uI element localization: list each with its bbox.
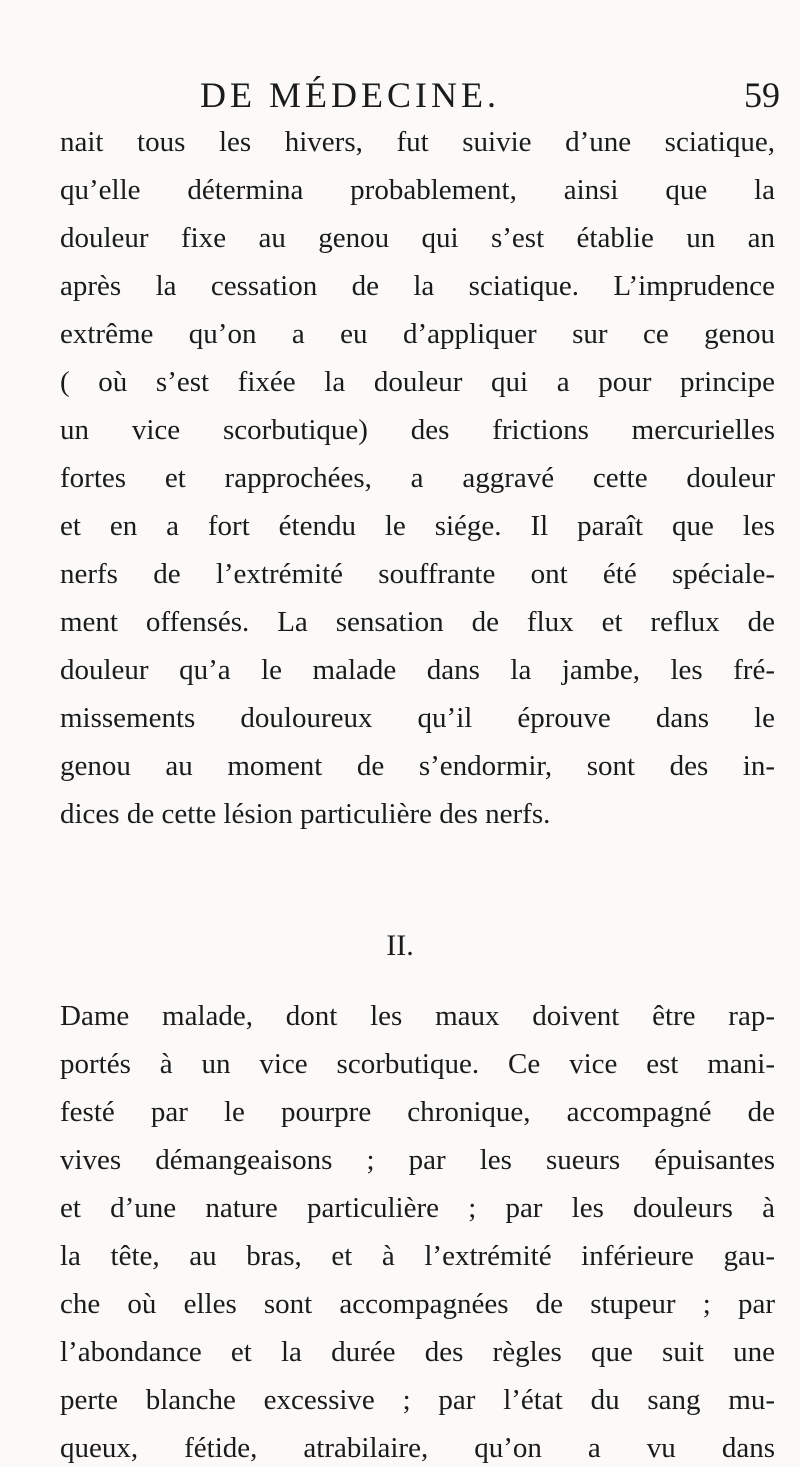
text-line: genou au moment de s’endormir, sont des in- [60,750,775,782]
text-line: ment offensés. La sensation de flux et reflux de [60,606,775,638]
text-line: nait tous les hivers, fut suivie d’une sciatique, [60,126,775,158]
text-line: dices de cette lésion particulière des nerfs. [60,798,551,830]
text-line: après la cessation de la sciatique. L’imprudence [60,270,775,302]
text-line: qu’elle détermina probablement, ainsi que la [60,174,775,206]
text-line: festé par le pourpre chronique, accompagné de [60,1096,775,1128]
text-line: douleur qu’a le malade dans la jambe, les fré- [60,654,775,686]
text-line: missements douloureux qu’il éprouve dans le [60,702,775,734]
text-line: et d’une nature particulière ; par les douleurs à [60,1192,775,1224]
text-line: l’abondance et la durée des règles que suit une [60,1336,775,1368]
text-line: un vice scorbutique) des frictions mercurielles [60,414,775,446]
text-line: fortes et rapprochées, a aggravé cette douleur [60,462,775,494]
text-line: che où elles sont accompagnées de stupeur ; par [60,1288,775,1320]
text-line: vives démangeaisons ; par les sueurs épuisantes [60,1144,775,1176]
text-line: perte blanche excessive ; par l’état du sang mu- [60,1384,775,1416]
text-line: queux, fétide, atrabilaire, qu’on a vu dans [60,1432,775,1464]
text-line: portés à un vice scorbutique. Ce vice est mani- [60,1048,775,1080]
running-title: DE MÉDECINE. [200,75,500,115]
text-line: ( où s’est fixée la douleur qui a pour principe [60,366,775,398]
text-line: Dame malade, dont les maux doivent être rap- [60,1000,775,1032]
page-number: 59 [744,75,780,115]
text-line: extrême qu’on a eu d’appliquer sur ce genou [60,318,775,350]
text-line: la tête, au bras, et à l’extrémité inférieure gau- [60,1240,775,1272]
section-heading: II. [386,929,414,962]
text-line: et en a fort étendu le siége. Il paraît que les [60,510,775,542]
running-head [60,70,780,120]
text-line: nerfs de l’extrémité souffrante ont été spéciale- [60,558,775,590]
text-line: douleur fixe au genou qui s’est établie un an [60,222,775,254]
